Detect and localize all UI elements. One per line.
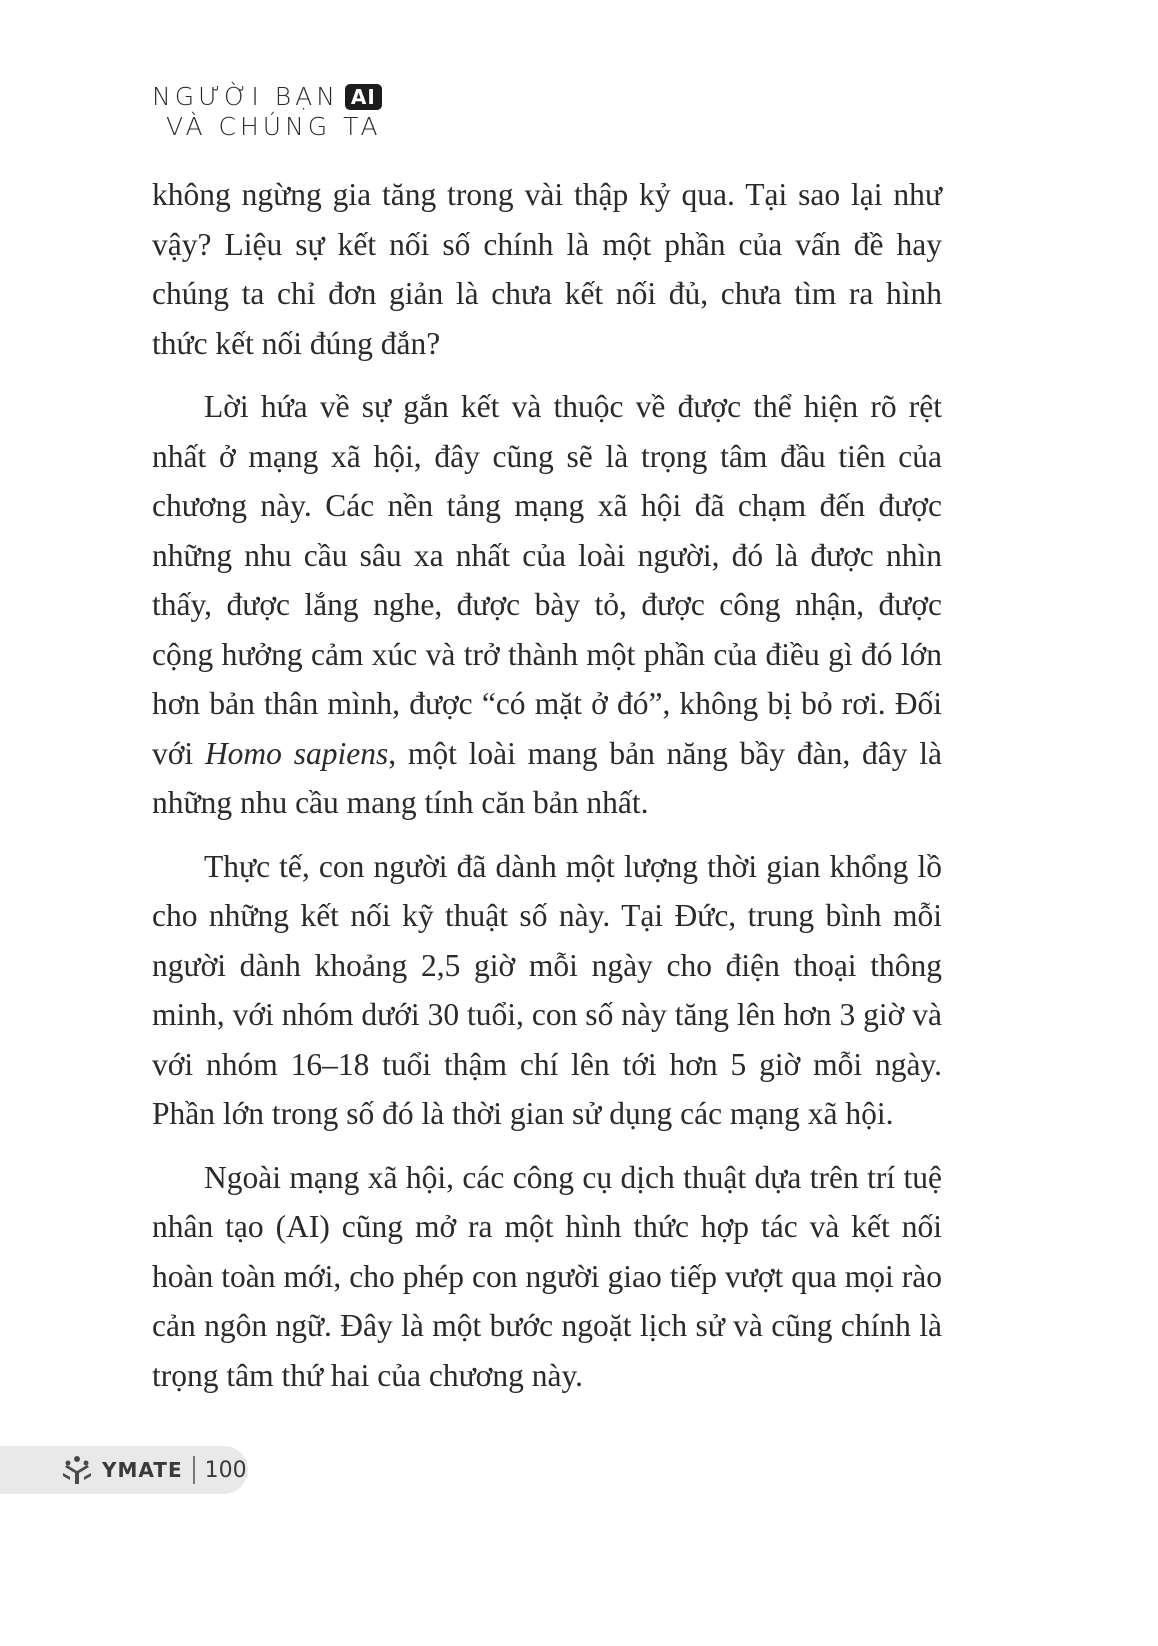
ai-badge: AI: [345, 84, 382, 110]
ymate-logo-icon: [60, 1453, 94, 1487]
running-header: [152, 82, 382, 142]
paragraph-1: không ngừng gia tăng trong vài thập kỷ qua. Tại sao lại như vậy? Liệu sự kết nối số chính là một phần của vấn đề hay chúng ta chỉ đơn giản là chưa kết nối đủ, chưa tìm ra hình thức kết nối đúng đắn?: [152, 177, 942, 361]
header-title-line2: VÀ CHÚNG TA: [166, 112, 382, 141]
page-body: [152, 170, 942, 1414]
paragraph-3: Thực tế, con người đã dành một lượng thời gian khổng lồ cho những kết nối kỹ thuật số này. Tại Đức, trung bình mỗi người dành khoảng 2,5 giờ mỗi ngày cho điện thoại thông minh, với nhóm dưới 30 tuổi, con số này tăng lên hơn 3 giờ và với nhóm 16–18 tuổi thậm chí lên tới hơn 5 giờ mỗi ngày. Phần lớn trong số đó là thời gian sử dụng các mạng xã hội.: [152, 848, 942, 1131]
brand-name: YMATE: [102, 1458, 183, 1482]
paragraph-2-italic-term: Homo sapiens: [204, 735, 389, 771]
page-footer: [0, 1446, 248, 1494]
header-title-line1: [152, 82, 382, 112]
paragraph-2-text-start: Lời hứa về sự gắn kết và thuộc về được thể hiện rõ rệt nhất ở mạng xã hội, đây cũng sẽ là trọng tâm đầu tiên của chương này. Các nền tảng mạng xã hội đã chạm đến được những nhu cầu sâu xa nhất của loài người, đó là được nhìn thấy, được lắng nghe, được bày tỏ, được công nhận, được cộng hưởng cảm xúc và trở thành một phần của điều gì đó lớn hơn bản thân mình, được “có mặt ở đó”, không bị bỏ rơi. Đối với: [152, 389, 942, 771]
paragraph-4: Ngoài mạng xã hội, các công cụ dịch thuật dựa trên trí tuệ nhân tạo (AI) cũng mở ra một hình thức hợp tác và kết nối hoàn toàn mới, cho phép con người giao tiếp vượt qua mọi rào cản ngôn ngữ. Đây là một bước ngoặt lịch sử và cũng chính là trọng tâm thứ hai của chương này.: [152, 1159, 942, 1393]
header-title-text: NGƯỜI BẠN: [152, 82, 339, 111]
paragraph-2: [152, 382, 942, 828]
paragraph-2-text-end: , một loài mang bản năng bầy đàn, đây là những nhu cầu mang tính căn bản nhất.: [152, 735, 942, 820]
footer-divider: [193, 1456, 195, 1484]
page-number: 100: [204, 1457, 247, 1483]
